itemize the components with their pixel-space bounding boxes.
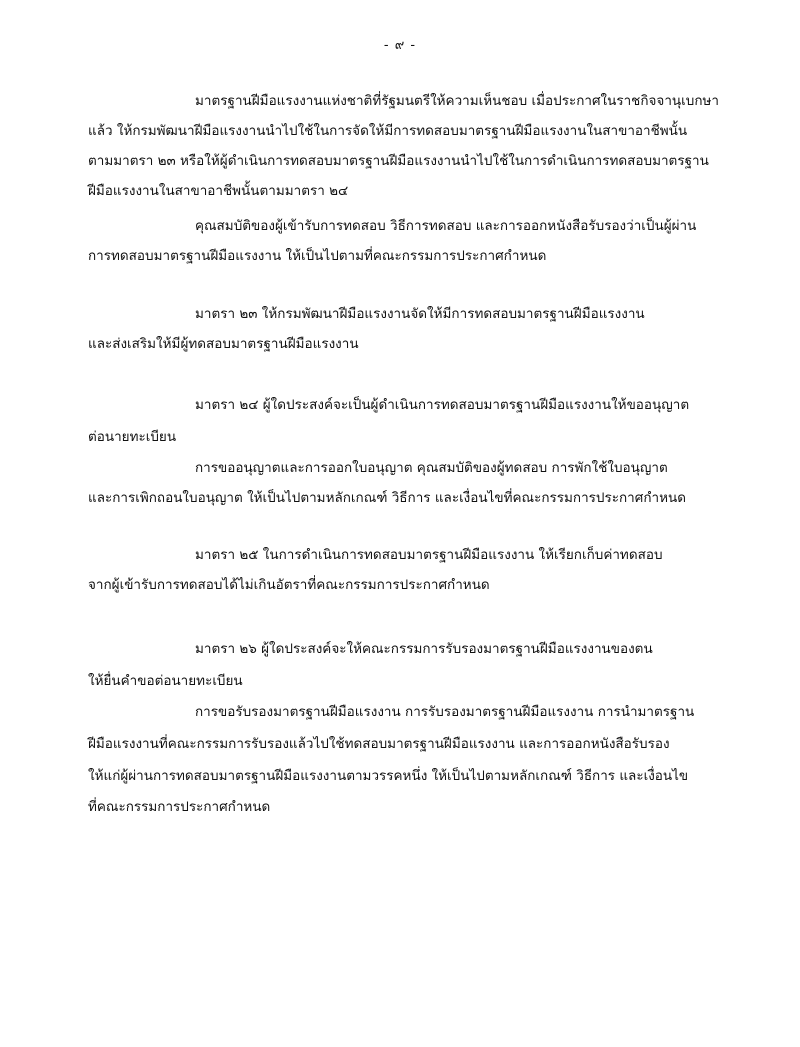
text-line: มาตรฐานฝีมือแรงงานแห่งชาติที่รัฐมนตรีให้ความเห็นชอบ เมื่อประกาศในราชกิจจานุเบกษา <box>195 93 719 109</box>
text-line: ตามมาตรา ๒๓ หรือให้ผู้ดำเนินการทดสอบมาตรฐานฝีมือแรงงานนำไปใช้ในการดำเนินการทดสอบมาตรฐาน <box>88 153 709 169</box>
text-line: การขอรับรองมาตรฐานฝีมือแรงงาน การรับรองมาตรฐานฝีมือแรงงาน การนำมาตรฐาน <box>195 704 695 720</box>
page-number: - ๙ - <box>383 38 417 53</box>
text-line: แล้ว ให้กรมพัฒนาฝีมือแรงงานนำไปใช้ในการจัดให้มีการทดสอบมาตรฐานฝีมือแรงงานในสาขาอาชีพนั้น <box>88 123 688 139</box>
text-line: และส่งเสริมให้มีผู้ทดสอบมาตรฐานฝีมือแรงงาน <box>88 336 359 352</box>
text-line: ให้ยื่นคำขอต่อนายทะเบียน <box>88 673 243 689</box>
text-line: จากผู้เข้ารับการทดสอบได้ไม่เกินอัตราที่คณะกรรมการประกาศกำหนด <box>88 577 490 593</box>
text-line: การทดสอบมาตรฐานฝีมือแรงงาน ให้เป็นไปตามที่คณะกรรมการประกาศกำหนด <box>88 248 547 264</box>
section-23-heading-line: มาตรา ๒๓ ให้กรมพัฒนาฝีมือแรงงานจัดให้มีการทดสอบมาตรฐานฝีมือแรงงาน <box>195 306 645 322</box>
text-line: และการเพิกถอนใบอนุญาต ให้เป็นไปตามหลักเกณฑ์ วิธีการ และเงื่อนไขที่คณะกรรมการประกาศกำหนด <box>88 490 686 506</box>
text-line: ที่คณะกรรมการประกาศกำหนด <box>88 799 271 815</box>
text-line: ฝีมือแรงงานที่คณะกรรมการรับรองแล้วไปใช้ทดสอบมาตรฐานฝีมือแรงงาน และการออกหนังสือรับรอง <box>88 736 670 752</box>
section-24-heading-line: มาตรา ๒๔ ผู้ใดประสงค์จะเป็นผู้ดำเนินการทดสอบมาตรฐานฝีมือแรงงานให้ขออนุญาต <box>195 397 690 413</box>
section-25-heading-line: มาตรา ๒๕ ในการดำเนินการทดสอบมาตรฐานฝีมือแรงงาน ให้เรียกเก็บค่าทดสอบ <box>195 547 663 563</box>
section-26-heading-line: มาตรา ๒๖ ผู้ใดประสงค์จะให้คณะกรรมการรับรองมาตรฐานฝีมือแรงงานของตน <box>195 641 653 657</box>
text-line: การขออนุญาตและการออกใบอนุญาต คุณสมบัติของผู้ทดสอบ การพักใช้ใบอนุญาต <box>195 460 668 476</box>
text-line: ให้แก่ผู้ผ่านการทดสอบมาตรฐานฝีมือแรงงานตามวรรคหนึ่ง ให้เป็นไปตามหลักเกณฑ์ วิธีการ และเงื่อนไข <box>88 768 689 784</box>
text-line: คุณสมบัติของผู้เข้ารับการทดสอบ วิธีการทดสอบ และการออกหนังสือรับรองว่าเป็นผู้ผ่าน <box>195 218 697 234</box>
text-line: ต่อนายทะเบียน <box>88 429 177 445</box>
text-line: ฝีมือแรงงานในสาขาอาชีพนั้นตามมาตรา ๒๔ <box>88 183 349 199</box>
